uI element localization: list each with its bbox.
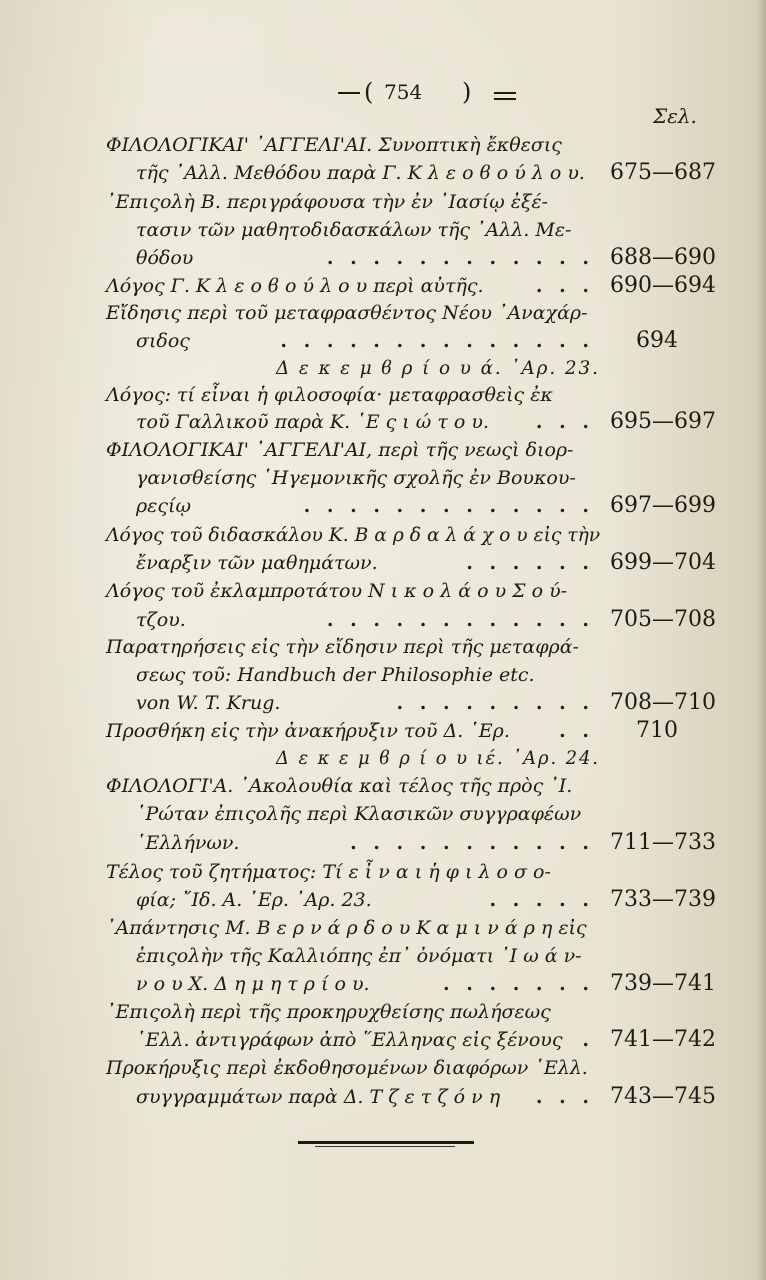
page-header <box>0 78 766 110</box>
toc-line <box>0 435 766 465</box>
toc-line <box>0 660 766 690</box>
toc-entry-text: ᾿Απάντησις Μ. Β ε ρ ν ά ρ δ ο υ Κ α μ ι ν ά ρ η εἰς <box>106 917 587 939</box>
toc-page-range: 711—733 <box>610 830 716 855</box>
toc-entry-text: Λόγος τοῦ ἐκλαμπροτάτου Ν ι κ ο λ ά ο υ Σ ο ύ- <box>106 580 568 602</box>
toc-leader-dots: . . . <box>535 411 594 433</box>
header-dash-right-lower <box>494 98 516 100</box>
page-number: 754 <box>384 80 423 104</box>
toc-entry-text: σεως τοῦ: Handbuch der Philosophie etc. <box>136 664 535 686</box>
toc-entry-text: Τέλος τοῦ ζητήματος: Τί ε ἶ ν α ι ἡ φ ι λ ο σ ο- <box>106 861 551 883</box>
toc-entry-text: σιδος <box>136 330 190 352</box>
toc-leader-dots: . . . . . . . . . . . . . . <box>280 330 594 352</box>
toc-page-range: 741—742 <box>610 1027 716 1052</box>
toc-line <box>0 771 766 801</box>
toc-leader-dots: . . . <box>535 275 594 297</box>
toc-entry-text: ΦΙΛΟΛΟΓΙΚΑΙ' ᾿ΑΓΓΕΛΙ'ΑΙ. Συνοπτικὴ ἔκθεσις <box>106 134 562 156</box>
toc-page-range: 705—708 <box>610 607 716 632</box>
toc-line <box>0 215 766 245</box>
toc-leader-dots: . . . . . . . . . . . . <box>326 609 594 631</box>
toc-leader-dots: . . . . . . <box>466 552 594 574</box>
toc-page-range: 710 <box>636 718 678 743</box>
header-dash-right <box>494 92 516 94</box>
toc-leader-dots: . . . . . . . . . . . <box>350 832 594 854</box>
toc-line <box>0 271 766 301</box>
toc-line <box>0 407 766 437</box>
toc-line <box>0 1025 766 1055</box>
toc-line <box>0 632 766 662</box>
header-dash-left <box>338 92 360 94</box>
toc-leader-dots: . . <box>559 720 594 742</box>
toc-line <box>0 969 766 999</box>
toc-page-range: 695—697 <box>610 409 716 434</box>
toc-entry-text: ἔναρξιν τῶν μαθημάτων. <box>136 552 378 574</box>
toc-entry-text: τῆς ᾿Αλλ. Μεθόδου παρὰ Γ. Κ λ ε ο ϐ ο ύ λ ο υ. <box>136 162 585 184</box>
toc-entry-text: ν ο υ Χ. Δ η μ η τ ρ ί ο υ. <box>136 973 370 995</box>
toc-entry-text: Παρατηρήσεις εἰς τὴν εἴδησιν περὶ τῆς μεταφρά- <box>106 636 579 658</box>
toc-line <box>0 548 766 578</box>
page-column-heading: Σελ. <box>653 104 697 128</box>
toc-entry-text: Λόγος: τί εἶναι ἡ φιλοσοφία· μεταφρασθεὶς ἐκ <box>106 384 553 406</box>
toc-entry-text: ῾Ρώταν ἐπιςολῆς περὶ Κλασικῶν συγγραφέων <box>136 803 582 825</box>
toc-line <box>0 688 766 718</box>
toc-line <box>0 576 766 606</box>
toc-entry-text: φία; ῎Ιδ. Α. ῾Ερ. ᾿Αρ. 23. <box>136 889 372 911</box>
toc-entry-text: ῾Ελλ. ἀντιγράφων ἀπὸ ῞Ελληνας εἰς ξένους <box>136 1029 563 1051</box>
toc-line <box>0 799 766 829</box>
toc-page-range: 699—704 <box>610 550 716 575</box>
end-rule-thin <box>315 1146 455 1147</box>
toc-entry-text: θόδου <box>136 247 194 269</box>
toc-leader-dots: . . . . . . . . . <box>396 692 594 714</box>
toc-entry-text: Εἴδησις περὶ τοῦ μεταφρασθέντος Νέου ᾿Αναχάρ- <box>106 302 588 324</box>
toc-line <box>0 520 766 550</box>
toc-entry-text: γανισθείσης ῾Ηγεμονικῆς σχολῆς ἐν Βουκου- <box>136 467 576 489</box>
toc-section-date: Δ ε κ ε μ ϐ ρ ί ο υ ιέ. ᾿Αρ. 24. <box>276 747 600 769</box>
toc-page-range: 697—699 <box>610 493 716 518</box>
toc-line <box>0 743 766 773</box>
toc-page-range: 690—694 <box>610 273 716 298</box>
toc-page-range: 743—745 <box>610 1084 716 1109</box>
toc-entry-text: ΦΙΛΟΛΟΓΙ'Α. ᾿Ακολουθία καὶ τέλος τῆς πρὸς ᾿Ι. <box>106 775 573 797</box>
toc-line <box>0 298 766 328</box>
toc-page-range: 675—687 <box>610 160 716 185</box>
page-number-open: ( <box>364 78 374 106</box>
toc-leader-dots: . <box>582 1029 594 1051</box>
toc-line <box>0 1053 766 1083</box>
end-rule <box>298 1141 474 1144</box>
toc-line <box>0 716 766 746</box>
toc-leader-dots: . . . . . <box>489 889 594 911</box>
toc-line <box>0 491 766 521</box>
toc-entry-text: von W. T. Krug. <box>136 692 281 714</box>
toc-page-range: 708—710 <box>610 690 716 715</box>
toc-line <box>0 857 766 887</box>
toc-line <box>0 941 766 971</box>
toc-section-date: Δ ε κ ε μ ϐ ρ ί ο υ ά. ᾿Αρ. 23. <box>276 357 600 379</box>
toc-leader-dots: . . . . . . . . . . . . <box>326 247 594 269</box>
toc-line <box>0 130 766 160</box>
toc-entry-text: Προκήρυξις περὶ ἐκδοθησομένων διαφόρων ῾Ελλ. <box>106 1057 588 1079</box>
toc-entry-text: συγγραμμάτων παρὰ Δ. Τ ζ ε τ ζ ό ν η <box>136 1086 501 1108</box>
toc-page-range: 739—741 <box>610 971 716 996</box>
toc-line <box>0 187 766 217</box>
toc-entry-text: ΦΙΛΟΛΟΓΙΚΑΙ' ᾿ΑΓΓΕΛΙ'ΑΙ, περὶ τῆς νεωςὶ διορ- <box>106 439 574 461</box>
toc-line <box>0 380 766 410</box>
toc-line <box>0 326 766 356</box>
toc-entry-text: τζου. <box>136 609 186 631</box>
toc-line <box>0 243 766 273</box>
toc-entry-text: ἐπιςολὴν τῆς Καλλιόπης ἐπ᾿ ὀνόματι ᾿Ι ω ά ν- <box>136 945 582 967</box>
toc-line <box>0 463 766 493</box>
toc-line <box>0 353 766 383</box>
toc-line <box>0 828 766 858</box>
toc-entry-text: Προσθήκη εἰς τὴν ἀνακήρυξιν τοῦ Δ. ῾Ερ. <box>106 720 510 742</box>
toc-entry-text: Λόγος Γ. Κ λ ε ο ϐ ο ύ λ ο υ περὶ αὐτῆς. <box>106 275 484 297</box>
toc-line <box>0 605 766 635</box>
page-number-close: ) <box>462 78 472 106</box>
toc-line <box>0 158 766 188</box>
toc-leader-dots: . . . <box>535 1086 594 1108</box>
toc-entry-text: ᾿Επιςολὴ Β. περιγράφουσα τὴν ἐν ᾿Ιασίῳ ἐξέ- <box>106 191 549 213</box>
toc-entry-text: τασιν τῶν μαθητοδιδασκάλων τῆς ᾿Αλλ. Με- <box>136 219 572 241</box>
toc-line <box>0 1082 766 1112</box>
toc-entry-text: ῾Ελλήνων. <box>136 832 240 854</box>
toc-entry-text: ᾿Επιςολὴ περὶ τῆς προκηρυχθείσης πωλήσεως <box>106 1001 551 1023</box>
toc-page-range: 733—739 <box>610 887 716 912</box>
toc-entry-text: ρεςίῳ <box>136 495 191 517</box>
toc-page-range: 688—690 <box>610 245 716 270</box>
toc-entry-text: Λόγος τοῦ διδασκάλου Κ. Β α ρ δ α λ ά χ ο υ εἰς τὴν <box>106 524 601 546</box>
toc-leader-dots: . . . . . . . . . . . . . <box>303 495 594 517</box>
toc-entry-text: τοῦ Γαλλικοῦ παρὰ Κ. ῾Ε ς ι ώ τ ο υ. <box>136 411 489 433</box>
toc-leader-dots: . . . . . . . <box>443 973 594 995</box>
toc-line <box>0 997 766 1027</box>
toc-line <box>0 885 766 915</box>
toc-page-range: 694 <box>636 328 678 353</box>
toc-line <box>0 913 766 943</box>
